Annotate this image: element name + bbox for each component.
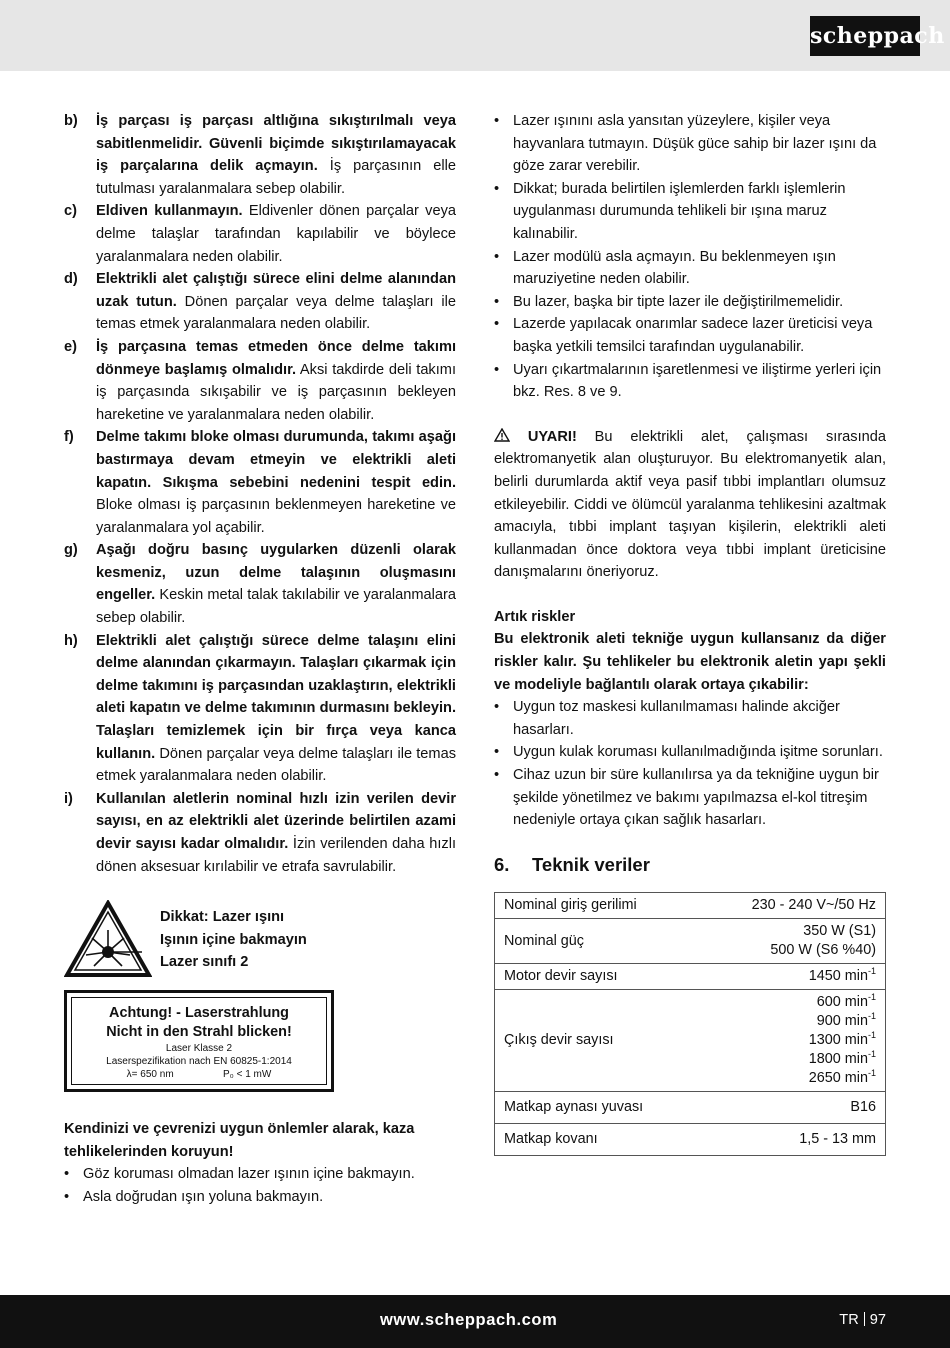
protect-heading: Kendinizi ve çevrenizi uygun önlemler alarak, kaza tehlikelerinden koruyun! (64, 1121, 415, 1160)
list-item (64, 110, 456, 200)
protect-section (64, 1118, 456, 1208)
list-item (64, 200, 456, 268)
item-bold-text: İş parçası iş parçası altlığına sıkıştırılmalı veya sabitlenmelidir. Güvenli biçimde sıkıştırılamayacak iş parçalarına delik açmayın. (96, 113, 456, 175)
list-item: • Göz koruması olmadan lazer ışının içine bakmayın. (64, 1166, 415, 1183)
warning-label: UYARI! (527, 428, 577, 445)
brand-logo: scheppach (810, 16, 920, 56)
spec-exponent: -1 (867, 992, 876, 1003)
item-text: Bloke olması iş parçasının beklenmeyen hareketine ve yaralanmalara yol açabilir. (96, 497, 456, 536)
item-label: i) (64, 790, 73, 807)
table-row (495, 990, 886, 1092)
list-item (64, 268, 456, 336)
list-item (64, 788, 456, 878)
list-item: • Cihaz uzun bir süre kullanılırsa ya da tekniğine uygun bir şekilde yönetilmez ve bakımı yapılmazsa el-kol titreşim nedeniyle ortaya çıkan sağlık hasarları. (494, 767, 879, 829)
item-label: h) (64, 632, 78, 649)
item-bold-text: İş parçasına temas etmeden önce delme takımı dönmeye başlamış olmalıdır. (96, 338, 456, 378)
list-item: • Lazer ışınını asla yansıtan yüzeylere, kişiler veya hayvanlara tutmayın. Düşük güce sahip bir lazer ışını da göze zarar verebilir. (494, 113, 877, 175)
spec-key: Matkap aynası yuvası (495, 1092, 700, 1124)
item-label: g) (64, 542, 78, 559)
sticker-class: Laser Klasse 2 (165, 1043, 233, 1055)
item-text: Dönen parçalar veya delme talaşları ile temas etmek yaralanmalara neden olabilir. (96, 745, 456, 785)
spec-value: 230 - 240 V~/50 Hz (700, 893, 886, 919)
right-column (494, 110, 886, 1156)
residual-intro: Bu elektronik aleti tekniğe uygun kullansanız da diğer riskler kalır. Şu tehlikeler bu elektronik aletin yapı şekli ve modeliyle bağlantılı olarak ortaya çıkabilir: (494, 631, 886, 693)
table-row (495, 1124, 886, 1156)
list-item (64, 426, 456, 539)
spec-value: 1300 min (808, 1032, 868, 1049)
table-row (495, 893, 886, 919)
language-code: TR (839, 1312, 859, 1328)
spec-key: Nominal giriş gerilimi (495, 893, 700, 919)
spec-value: 2650 min (808, 1070, 868, 1087)
sticker-power: P₀ < 1 mW (223, 1069, 272, 1081)
list-item (64, 336, 456, 426)
warning-text: Bu elektrikli alet, çalışması sırasında elektromanyetik alan oluşturuyor. Bu elektromanyetik alan, belirli durumlarda aktif veya pasif tıbbi implantları olumsuz etkileyebilir. Ciddi ve ölümcül yaralanma tehlikesini azaltmak amacıyla, tıbbi implant taşıyan kişilerin, elektrikli aleti kullanmadan önce doktora veya tıbbi implant üreticisine danışmalarını öneriyoruz. (494, 428, 886, 581)
item-text: İzin verilenden daha hızlı dönen aksesuar kırılabilir ve etrafa savrulabilir. (96, 836, 457, 875)
item-text: Dönen parçalar veya delme talaşları ile temas etmek yaralanmalara neden olabilir. (96, 293, 456, 333)
item-bold-text: Elektrikli alet çalıştığı sürece elini delme alanından uzak tutun. (96, 271, 456, 310)
list-item (64, 539, 456, 629)
item-bold-text: Elektrikli alet çalıştığı sürece delme talaşını elini delme alanından çıkarmayın. Talaşları çıkarmak için delme takımını iş parçasından uzaklaştırın, elektrikli aleti kapatın ve delme takımının durmasını bekleyin. Talaşları temizlemek için bir fırça veya kanca kullanın. (96, 632, 456, 762)
spec-key: Nominal güç (495, 919, 700, 964)
spec-exponent: -1 (867, 1068, 876, 1079)
list-item (64, 630, 456, 788)
list-item: • Asla doğrudan ışın yoluna bakmayın. (64, 1188, 324, 1205)
item-text: İş parçasının elle tutulması yaralanmalara sebep olabilir. (96, 158, 456, 197)
website-link[interactable]: www.scheppach.com (380, 1311, 558, 1329)
spec-value: 1450 min (808, 968, 868, 985)
laser-line-1: Dikkat: Lazer ışını (160, 909, 285, 926)
left-column (64, 110, 456, 1209)
laser-warning-label (64, 900, 456, 990)
page-number (839, 1309, 886, 1332)
item-label: e) (64, 338, 77, 355)
spec-value: B16 (700, 1092, 886, 1124)
section-title: Teknik veriler (532, 853, 650, 875)
spec-value: 1800 min (808, 1051, 868, 1068)
spec-value: 900 min (816, 1013, 868, 1030)
item-text: Keskin metal talak takılabilir ve yaralanmalara sebep olabilir. (96, 587, 456, 627)
tech-spec-table (494, 892, 886, 1156)
section-heading (494, 854, 886, 877)
table-row (495, 1092, 886, 1124)
emf-warning (494, 426, 886, 584)
sticker-spec: Laserspezifikation nach EN 60825-1:2014 (106, 1056, 292, 1068)
spec-key: Çıkış devir sayısı (495, 990, 700, 1092)
laser-hazard-icon (64, 900, 152, 978)
sticker-wavelength: λ= 650 nm (126, 1069, 174, 1081)
item-label: b) (64, 113, 78, 129)
list-item: • Dikkat; burada belirtilen işlemlerden farklı işlemlerin uygulanması durumunda tehlikeli bir ışına maruz kalınabilir. (494, 180, 846, 242)
section-number: 6. (494, 853, 510, 875)
laser-line-3: Lazer sınıfı 2 (160, 954, 249, 971)
top-header-bar (0, 0, 950, 71)
divider (864, 1312, 865, 1326)
item-bold-text: Delme takımı bloke olması durumunda, takımı aşağı bastırmaya devam etmeyin ve elektrikli aleti kapatın. Sıkışma sebebini nedenini tespit edin. (96, 429, 456, 491)
spec-value: 1,5 - 13 mm (700, 1124, 886, 1156)
item-text: Eldivenler dönen parçalar veya delme talaşlar tarafından kapılabilir ve böylece yaralanmalara neden olabilir. (96, 203, 456, 265)
sticker-subtitle: Nicht in den Strahl blicken! (106, 1024, 292, 1041)
item-label: d) (64, 271, 78, 288)
spec-exponent: -1 (867, 1049, 876, 1060)
item-label: f) (64, 429, 74, 446)
list-item: • Uygun kulak koruması kullanılmadığında işitme sorunları. (494, 744, 883, 761)
table-row (495, 919, 886, 964)
spec-key: Matkap kovanı (495, 1124, 700, 1156)
residual-risks (494, 606, 886, 832)
spec-value: 500 W (S6 %40) (770, 942, 876, 959)
list-item: • Lazer modülü asla açmayın. Bu beklenmeyen ışın maruziyetine neden olabilir. (494, 248, 836, 288)
spec-exponent: -1 (867, 966, 876, 977)
spec-exponent: -1 (867, 1011, 876, 1022)
list-item: • Lazerde yapılacak onarımlar sadece lazer üreticisi veya başka yetkili temsilci tarafından uygulanabilir. (494, 316, 873, 355)
laser-bullets (494, 110, 886, 404)
page-num: 97 (869, 1312, 886, 1328)
footer-bar (0, 1295, 950, 1348)
list-item: • Uyarı çıkartmalarının işaretlenmesi ve iliştirme yerleri için bkz. Res. 8 ve 9. (494, 361, 882, 401)
spec-key: Motor devir sayısı (495, 964, 700, 990)
table-row (495, 964, 886, 990)
sticker-title: Achtung! - Laserstrahlung (109, 1005, 289, 1022)
warning-triangle-icon (494, 428, 510, 442)
spec-exponent: -1 (867, 1030, 876, 1041)
spec-value: 350 W (S1) (803, 923, 876, 940)
spec-value: 600 min (816, 994, 868, 1011)
item-bold-text: Kullanılan aletlerin nominal hızlı izin verilen devir sayısı, en az elektrikli alet üzerinde belirtilen azami devir sayısı kadar olmalıdır. (96, 790, 456, 852)
list-item: • Uygun toz maskesi kullanılmaması halinde akciğer hasarları. (494, 699, 840, 738)
laser-class-sticker (64, 990, 334, 1092)
list-item: • Bu lazer, başka bir tipte lazer ile değiştirilmemelidir. (494, 293, 844, 310)
item-bold-text: Aşağı doğru basınç uygularken düzenli olarak kesmeniz, uzun delme talaşının oluşmasını engeller. (96, 542, 456, 604)
item-text: Aksi takdirde deli takımı iş parçasında sıkışabilir ve iş parçasının bekleyen hareketine ve yaralanmalara neden olabilir. (96, 361, 456, 423)
item-bold-text: Eldiven kullanmayın. (96, 203, 243, 220)
item-label: c) (64, 203, 77, 220)
residual-title: Artık riskler (494, 608, 576, 625)
laser-line-2: Işının içine bakmayın (160, 931, 307, 948)
